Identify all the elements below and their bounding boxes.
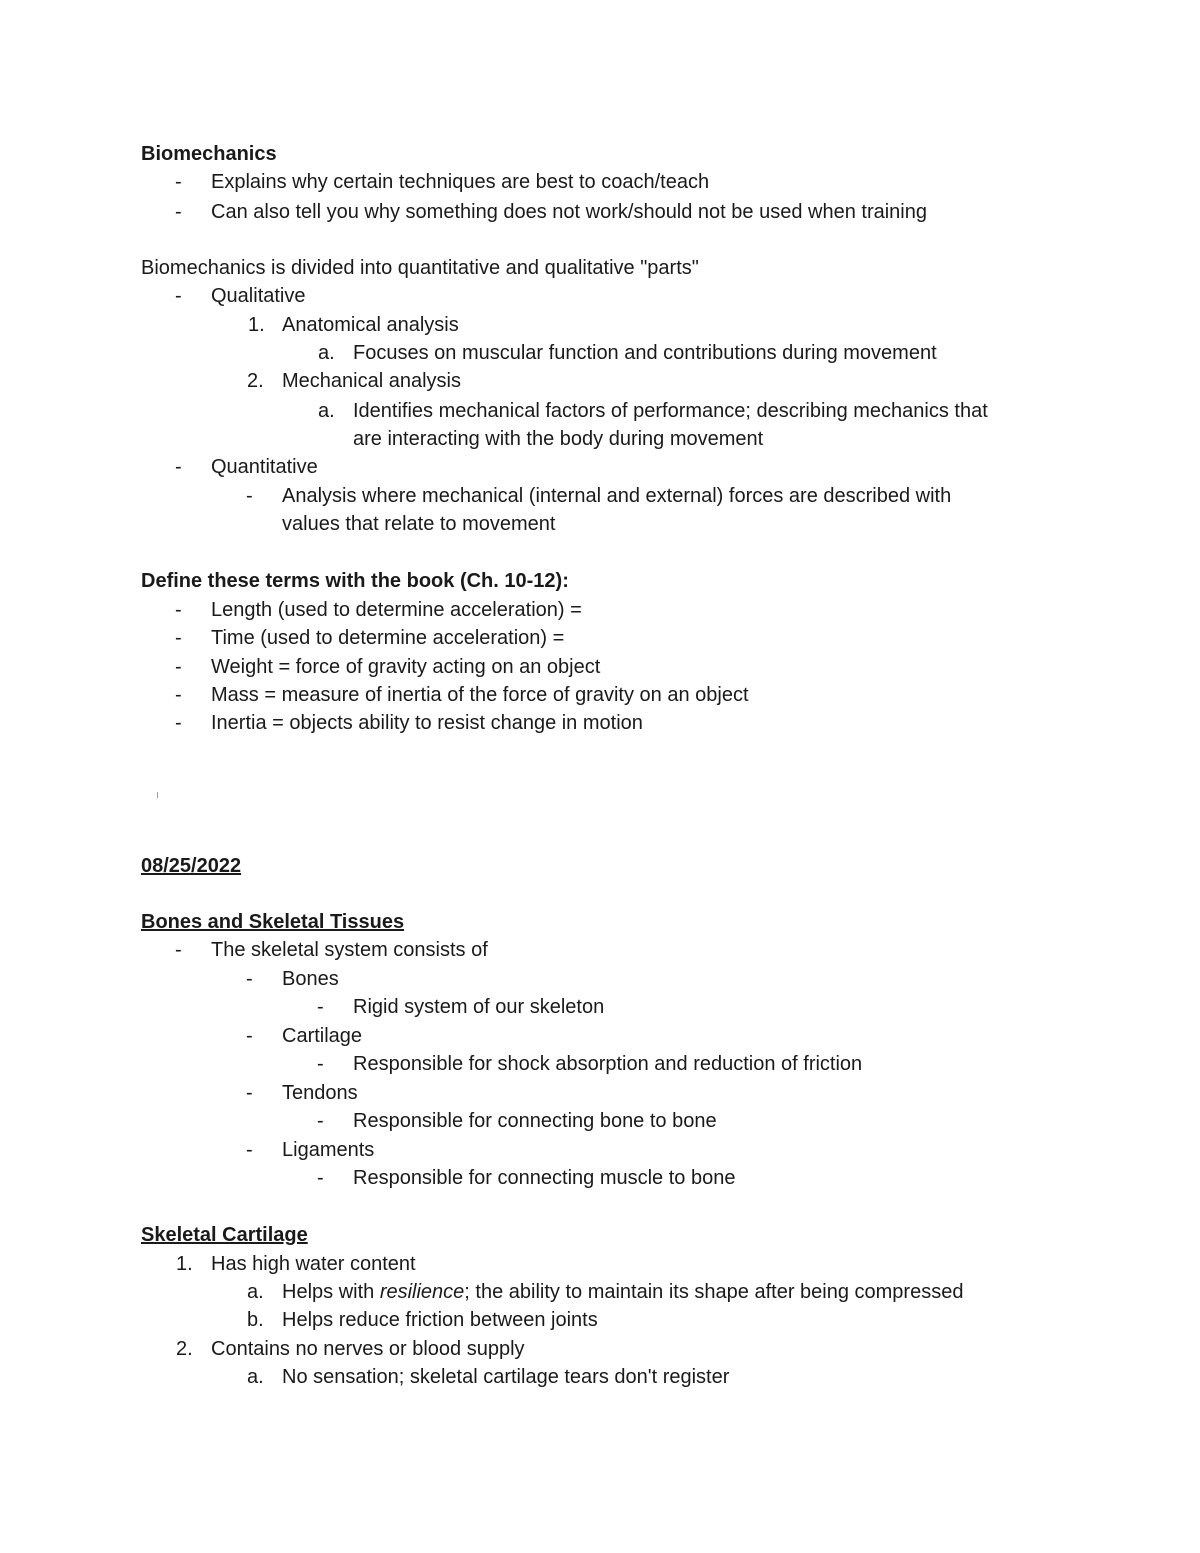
list-item: Explains why certain techniques are best to coach/teach	[211, 171, 710, 193]
list-item: Responsible for connecting muscle to bone	[353, 1167, 736, 1189]
list-item: Contains no nerves or blood supply	[211, 1338, 525, 1360]
list-item: Helps reduce friction between joints	[282, 1309, 598, 1331]
terms-heading: Define these terms with the book (Ch. 10-12):	[141, 570, 569, 592]
list-item: Quantitative	[211, 456, 318, 478]
list-letter: a.	[247, 1366, 264, 1388]
bullet-dash: -	[317, 996, 324, 1018]
list-item-continuation: are interacting with the body during movement	[353, 428, 764, 450]
bullet-dash: -	[317, 1053, 324, 1075]
bullet-dash: -	[175, 171, 182, 193]
bullet-dash: -	[246, 485, 253, 507]
bullet-dash: -	[175, 939, 182, 961]
text-run: ; the ability to maintain its shape after being compressed	[464, 1281, 964, 1303]
list-item: No sensation; skeletal cartilage tears don't register	[282, 1366, 730, 1388]
list-item: Has high water content	[211, 1253, 416, 1275]
list-item: Mechanical analysis	[282, 370, 461, 392]
list-letter: b.	[247, 1309, 264, 1331]
list-item	[282, 1278, 963, 1306]
bullet-dash: -	[317, 1167, 324, 1189]
list-letter: a.	[318, 400, 335, 422]
list-number: 2.	[176, 1338, 193, 1360]
list-number: 1.	[248, 314, 265, 336]
bullet-dash: -	[175, 627, 182, 649]
list-item: Anatomical analysis	[282, 314, 459, 336]
list-item: Time (used to determine acceleration) =	[211, 627, 565, 649]
bullet-dash: -	[175, 656, 182, 678]
list-item: Rigid system of our skeleton	[353, 996, 605, 1018]
list-item: Weight = force of gravity acting on an object	[211, 656, 601, 678]
list-item: Ligaments	[282, 1139, 375, 1161]
list-item: Responsible for connecting bone to bone	[353, 1110, 717, 1132]
bullet-dash: -	[175, 684, 182, 706]
bullet-dash: -	[246, 968, 253, 990]
list-item: Analysis where mechanical (internal and external) forces are described with	[282, 485, 952, 507]
date-heading: 08/25/2022	[141, 855, 242, 877]
cartilage-heading: Skeletal Cartilage	[141, 1224, 308, 1246]
list-item: Bones	[282, 968, 339, 990]
stray-mark	[157, 792, 158, 798]
bones-heading: Bones and Skeletal Tissues	[141, 911, 405, 933]
list-item: Focuses on muscular function and contributions during movement	[353, 342, 937, 364]
list-item: Mass = measure of inertia of the force of gravity on an object	[211, 684, 749, 706]
list-letter: a.	[318, 342, 335, 364]
bullet-dash: -	[175, 712, 182, 734]
list-item: The skeletal system consists of	[211, 939, 488, 961]
list-letter: a.	[247, 1281, 264, 1303]
bullet-dash: -	[246, 1139, 253, 1161]
bullet-dash: -	[175, 599, 182, 621]
list-item: Length (used to determine acceleration) =	[211, 599, 582, 621]
list-item: Responsible for shock absorption and reduction of friction	[353, 1053, 863, 1075]
list-item: Can also tell you why something does not work/should not be used when training	[211, 201, 927, 223]
bullet-dash: -	[246, 1025, 253, 1047]
bullet-dash: -	[246, 1082, 253, 1104]
biomechanics-heading: Biomechanics	[141, 143, 277, 165]
bullet-dash: -	[175, 285, 182, 307]
list-item: Qualitative	[211, 285, 306, 307]
list-item: Tendons	[282, 1082, 358, 1104]
list-number: 1.	[176, 1253, 193, 1275]
list-number: 2.	[247, 370, 264, 392]
bullet-dash: -	[175, 201, 182, 223]
list-item: Inertia = objects ability to resist change in motion	[211, 712, 643, 734]
list-item-continuation: values that relate to movement	[282, 513, 556, 535]
list-item: Identifies mechanical factors of performance; describing mechanics that	[353, 400, 988, 422]
bullet-dash: -	[317, 1110, 324, 1132]
text-run: Helps with	[282, 1281, 380, 1303]
bullet-dash: -	[175, 456, 182, 478]
emphasis-text: resilience	[379, 1281, 465, 1303]
paragraph: Biomechanics is divided into quantitative and qualitative "parts"	[141, 257, 699, 279]
list-item: Cartilage	[282, 1025, 363, 1047]
